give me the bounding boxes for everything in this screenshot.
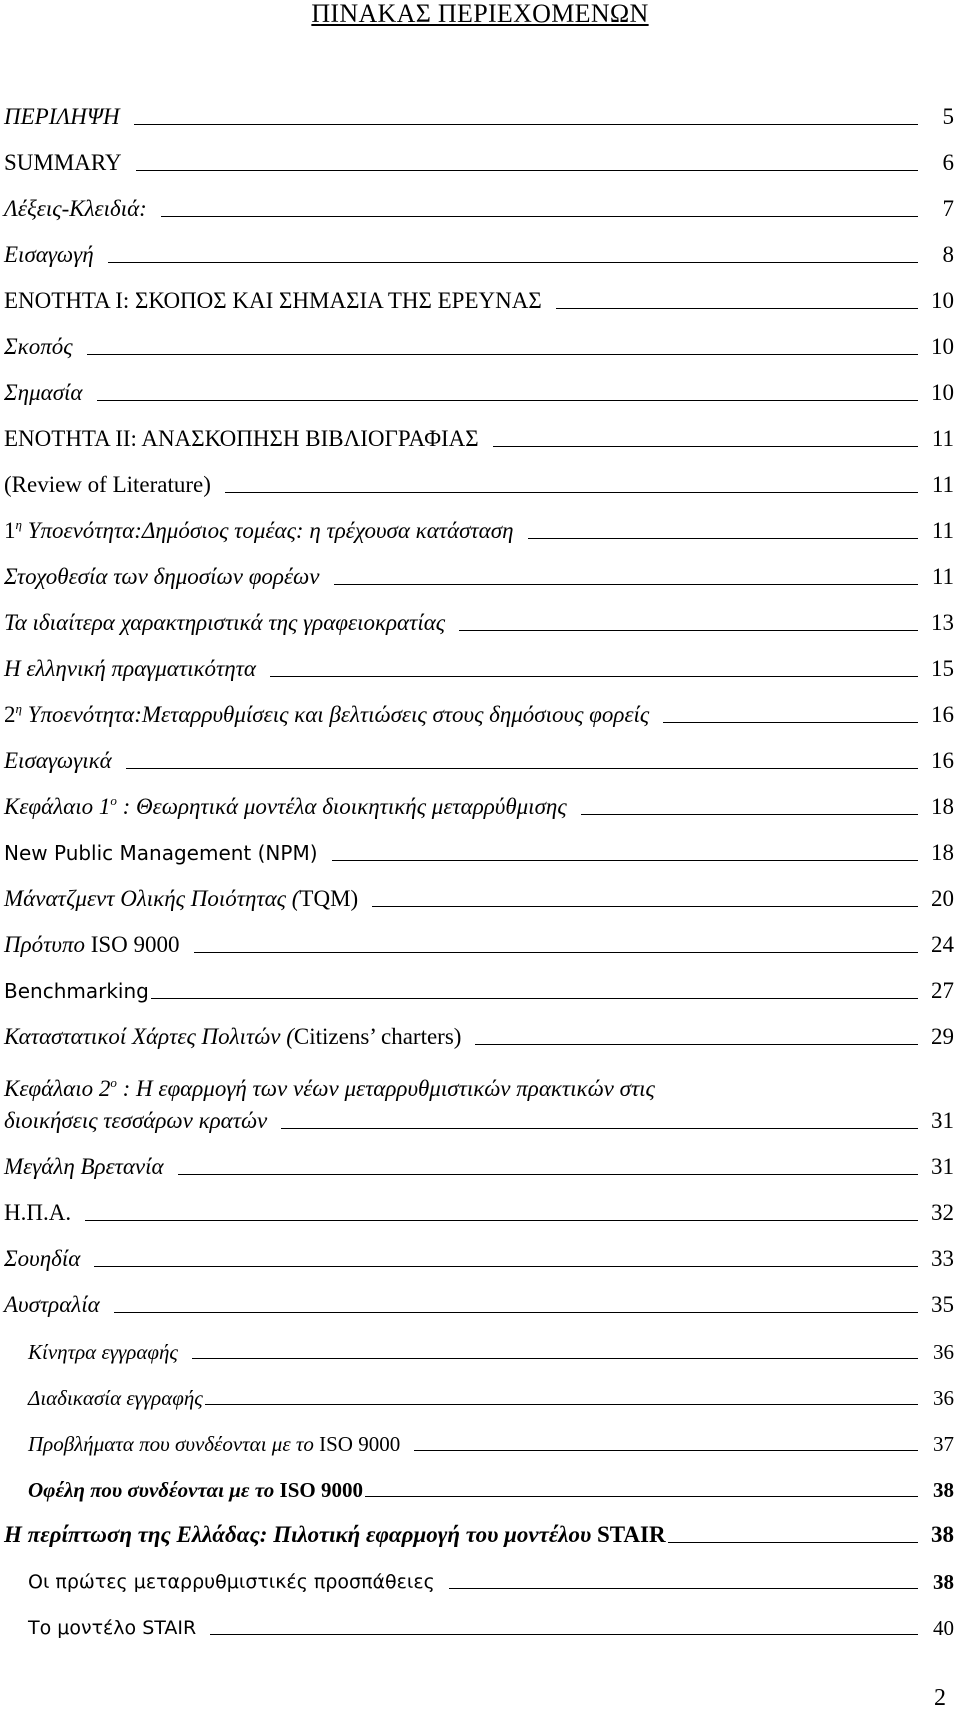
toc-leader xyxy=(663,722,918,723)
subunit-text: Υποενότητα:Δημόσιος τομέας: η τρέχουσα κατάσταση xyxy=(21,518,514,543)
entry-italic-part: Προβλήματα που συνδέονται με το xyxy=(28,1432,320,1456)
toc-leader xyxy=(449,1588,918,1589)
toc-page-number: 33 xyxy=(931,1246,954,1271)
toc-entry-title: Σκοπός xyxy=(4,334,73,359)
subunit-number: 2 xyxy=(4,702,16,727)
toc-entry-subunit-1[interactable] xyxy=(0,500,960,546)
toc-page-number: 40 xyxy=(933,1616,954,1640)
toc-entry-subunit-2[interactable] xyxy=(0,684,960,730)
toc-entry-bureaucracy[interactable] xyxy=(0,592,960,638)
entry-plain-part: STAIR xyxy=(596,1522,666,1547)
toc-leader xyxy=(210,1634,918,1635)
ordinal-superscript: η xyxy=(15,517,22,532)
toc-entry-title xyxy=(4,1520,666,1550)
toc-leader xyxy=(126,768,918,769)
toc-entry-tqm[interactable] xyxy=(0,868,960,914)
toc-page-number: 38 xyxy=(931,1522,954,1547)
toc-entry-review-of-literature[interactable] xyxy=(0,454,960,500)
toc-entry-keywords[interactable] xyxy=(0,178,960,224)
toc-entry-title xyxy=(4,930,180,960)
toc-page-number: 10 xyxy=(931,288,954,313)
entry-plain-part: ISO 9000 xyxy=(279,1478,363,1502)
toc-entry-title: Μεγάλη Βρετανία xyxy=(4,1154,164,1179)
toc-leader xyxy=(281,1128,918,1129)
toc-page-number: 18 xyxy=(931,840,954,865)
toc-entry-targeting[interactable] xyxy=(0,546,960,592)
toc-page-number: 37 xyxy=(933,1432,954,1456)
toc-page-number: 32 xyxy=(931,1200,954,1225)
toc-entry-section-2[interactable] xyxy=(0,408,960,454)
toc-page-number: 11 xyxy=(931,426,954,451)
toc-leader xyxy=(94,1266,918,1267)
table-of-contents xyxy=(0,86,960,1642)
toc-entry-title xyxy=(4,884,358,914)
toc-page-number: 31 xyxy=(931,1108,954,1133)
toc-entry-australia[interactable] xyxy=(0,1274,960,1320)
ordinal-superscript: ο xyxy=(110,1075,117,1090)
toc-entry-title: ΠΕΡΙΛΗΨΗ xyxy=(4,104,120,129)
toc-entry-chapter-2[interactable] xyxy=(0,1052,960,1136)
toc-entry-title xyxy=(4,792,567,822)
toc-entry-summary-en[interactable] xyxy=(0,132,960,178)
toc-entry-iso-9000[interactable] xyxy=(0,914,960,960)
entry-plain-part: TQM) xyxy=(299,886,359,911)
toc-entry-title: ΕΝΟΤΗΤΑ Ι: ΣΚΟΠΟΣ ΚΑΙ ΣΗΜΑΣΙΑ ΤΗΣ ΕΡΕΥΝΑΣ xyxy=(4,288,542,313)
entry-italic-part: Πρότυπο xyxy=(4,932,91,957)
toc-leader xyxy=(194,952,918,953)
toc-entry-registration-incentives[interactable] xyxy=(0,1320,960,1366)
toc-leader xyxy=(161,216,918,217)
toc-page-number: 15 xyxy=(931,656,954,681)
toc-entry-title: Λέξεις-Κλειδιά: xyxy=(4,196,147,221)
entry-plain-part: Citizens’ charters) xyxy=(293,1024,462,1049)
entry-plain-part: ISO 9000 xyxy=(319,1432,401,1456)
toc-entry-title xyxy=(28,1430,400,1458)
subunit-number: 1 xyxy=(4,518,16,543)
toc-page-number: 7 xyxy=(942,196,954,221)
toc-page-number: 20 xyxy=(931,886,954,911)
toc-leader xyxy=(108,262,918,263)
entry-italic-part: Οφέλη που συνδέονται με το xyxy=(28,1478,280,1502)
toc-page-number: 35 xyxy=(931,1292,954,1317)
toc-page-number: 10 xyxy=(931,380,954,405)
toc-entry-npm[interactable] xyxy=(0,822,960,868)
toc-leader xyxy=(136,170,918,171)
chapter-prefix: Κεφάλαιο 2 xyxy=(4,1076,111,1101)
toc-entry-title xyxy=(28,1476,363,1504)
toc-entry-title: Οι πρώτες μεταρρυθμιστικές προσπάθειες xyxy=(28,1571,435,1593)
toc-page-number: 27 xyxy=(931,978,954,1003)
toc-heading: ΠΙΝΑΚΑΣ ΠΕΡΙΕΧΟΜΕΝΩΝ xyxy=(311,0,649,28)
toc-entry-title: Στοχοθεσία των δημοσίων φορέων xyxy=(4,564,320,589)
entry-italic-part: Το μοντέλο xyxy=(28,1617,143,1639)
entry-plain-part: STAIR xyxy=(142,1617,197,1639)
toc-entry-citizens-charters[interactable] xyxy=(0,1006,960,1052)
toc-leader xyxy=(332,860,918,861)
toc-entry-title xyxy=(4,516,514,546)
page-number: 2 xyxy=(934,1685,946,1711)
toc-leader xyxy=(114,1312,918,1313)
toc-page-number: 6 xyxy=(942,150,954,175)
toc-page-number: 31 xyxy=(931,1154,954,1179)
chapter-text-continued: διοικήσεις τεσσάρων κρατών xyxy=(4,1108,268,1133)
toc-page-number: 16 xyxy=(931,702,954,727)
toc-page-number: 38 xyxy=(933,1570,954,1594)
toc-entry-title: Τα ιδιαίτερα χαρακτηριστικά της γραφειοκρατίας xyxy=(4,610,446,635)
toc-entry-title xyxy=(28,1614,196,1642)
toc-leader xyxy=(556,308,918,309)
toc-page-number: 5 xyxy=(942,104,954,129)
toc-entry-title: Σουηδία xyxy=(4,1246,81,1271)
toc-leader xyxy=(372,906,918,907)
toc-leader xyxy=(270,676,918,677)
toc-page-number: 10 xyxy=(931,334,954,359)
entry-italic-part: Καταστατικοί Χάρτες Πολιτών ( xyxy=(4,1024,294,1049)
toc-entry-title: Διαδικασία εγγραφής xyxy=(28,1386,203,1410)
entry-plain-part: ISO 9000 xyxy=(90,932,180,957)
toc-page-number: 36 xyxy=(933,1386,954,1410)
toc-leader xyxy=(668,1542,918,1543)
toc-entry-stair-model[interactable] xyxy=(0,1596,960,1642)
toc-page-number: 11 xyxy=(931,518,954,543)
toc-leader xyxy=(414,1450,918,1451)
toc-leader xyxy=(97,400,918,401)
toc-leader xyxy=(528,538,919,539)
toc-leader xyxy=(205,1404,918,1405)
toc-entry-title: ΕΝΟΤΗΤΑ ΙΙ: ΑΝΑΣΚΟΠΗΣΗ ΒΙΒΛΙΟΓΡΑΦΙΑΣ xyxy=(4,426,479,451)
toc-leader xyxy=(151,998,918,999)
toc-leader xyxy=(459,630,918,631)
toc-entry-purpose[interactable] xyxy=(0,316,960,362)
toc-entry-chapter-1[interactable] xyxy=(0,776,960,822)
toc-entry-sweden[interactable] xyxy=(0,1228,960,1274)
toc-leader xyxy=(365,1496,918,1497)
chapter-prefix: Κεφάλαιο 1 xyxy=(4,794,111,819)
toc-leader xyxy=(581,814,918,815)
toc-entry-greece-stair[interactable] xyxy=(0,1504,960,1550)
toc-entry-title: Η.Π.Α. xyxy=(4,1200,72,1225)
toc-entry-benchmarking[interactable] xyxy=(0,960,960,1006)
toc-entry-title-line1 xyxy=(4,1074,655,1104)
toc-entry-title: Benchmarking xyxy=(4,979,149,1003)
toc-entry-title: Εισαγωγή xyxy=(4,242,94,267)
toc-entry-title: (Review of Literature) xyxy=(4,472,211,497)
toc-leader xyxy=(178,1174,918,1175)
toc-page-number: 38 xyxy=(933,1478,954,1502)
toc-entry-iso-problems[interactable] xyxy=(0,1412,960,1458)
toc-page-number: 16 xyxy=(931,748,954,773)
chapter-text: : Η εφαρμογή των νέων μεταρρυθμιστικών πρακτικών στις xyxy=(116,1076,655,1101)
toc-leader xyxy=(134,124,918,125)
toc-entry-title: SUMMARY xyxy=(4,150,122,175)
toc-page-number: 8 xyxy=(942,242,954,267)
toc-entry-first-reform-efforts[interactable] xyxy=(0,1550,960,1596)
toc-entry-registration-process[interactable] xyxy=(0,1366,960,1412)
toc-page-number: 11 xyxy=(931,564,954,589)
toc-page-number: 29 xyxy=(931,1024,954,1049)
toc-entry-title xyxy=(4,700,649,730)
toc-entry-title: Εισαγωγικά xyxy=(4,748,112,773)
toc-page-number: 18 xyxy=(931,794,954,819)
toc-entry-title: Αυστραλία xyxy=(4,1292,100,1317)
toc-page-number: 11 xyxy=(931,472,954,497)
toc-entry-title: Κίνητρα εγγραφής xyxy=(28,1340,178,1364)
toc-entry-title: Σημασία xyxy=(4,380,83,405)
toc-entry-greek-reality[interactable] xyxy=(0,638,960,684)
toc-leader xyxy=(475,1044,918,1045)
ordinal-superscript: ο xyxy=(110,793,117,808)
toc-entry-iso-benefits[interactable] xyxy=(0,1458,960,1504)
toc-entry-title: New Public Management (NPM) xyxy=(4,841,318,865)
ordinal-superscript: η xyxy=(15,701,22,716)
toc-leader xyxy=(493,446,918,447)
toc-entry-introduction[interactable] xyxy=(0,224,960,270)
toc-page-number: 24 xyxy=(931,932,954,957)
toc-entry-title xyxy=(4,1022,461,1052)
entry-italic-part: Η περίπτωση της Ελλάδας: Πιλοτική εφαρμογή του μοντέλου xyxy=(4,1522,597,1547)
entry-italic-part: Μάνατζμεντ Ολικής Ποιότητας ( xyxy=(4,886,300,911)
toc-leader xyxy=(85,1220,918,1221)
toc-entry-summary-gr[interactable] xyxy=(0,86,960,132)
toc-page-number: 13 xyxy=(931,610,954,635)
chapter-text: : Θεωρητικά μοντέλα διοικητικής μεταρρύθμισης xyxy=(116,794,567,819)
toc-entry-usa[interactable] xyxy=(0,1182,960,1228)
toc-entry-title-line2 xyxy=(4,1106,960,1136)
toc-entry-section-1[interactable] xyxy=(0,270,960,316)
toc-leader xyxy=(192,1358,918,1359)
toc-page-number: 36 xyxy=(933,1340,954,1364)
toc-entry-title: Η ελληνική πραγματικότητα xyxy=(4,656,256,681)
toc-leader xyxy=(225,492,918,493)
toc-entry-great-britain[interactable] xyxy=(0,1136,960,1182)
toc-entry-introductory[interactable] xyxy=(0,730,960,776)
toc-leader xyxy=(334,584,919,585)
toc-entry-significance[interactable] xyxy=(0,362,960,408)
subunit-text: Υποενότητα:Μεταρρυθμίσεις και βελτιώσεις στους δημόσιους φορείς xyxy=(21,702,650,727)
toc-leader xyxy=(87,354,918,355)
